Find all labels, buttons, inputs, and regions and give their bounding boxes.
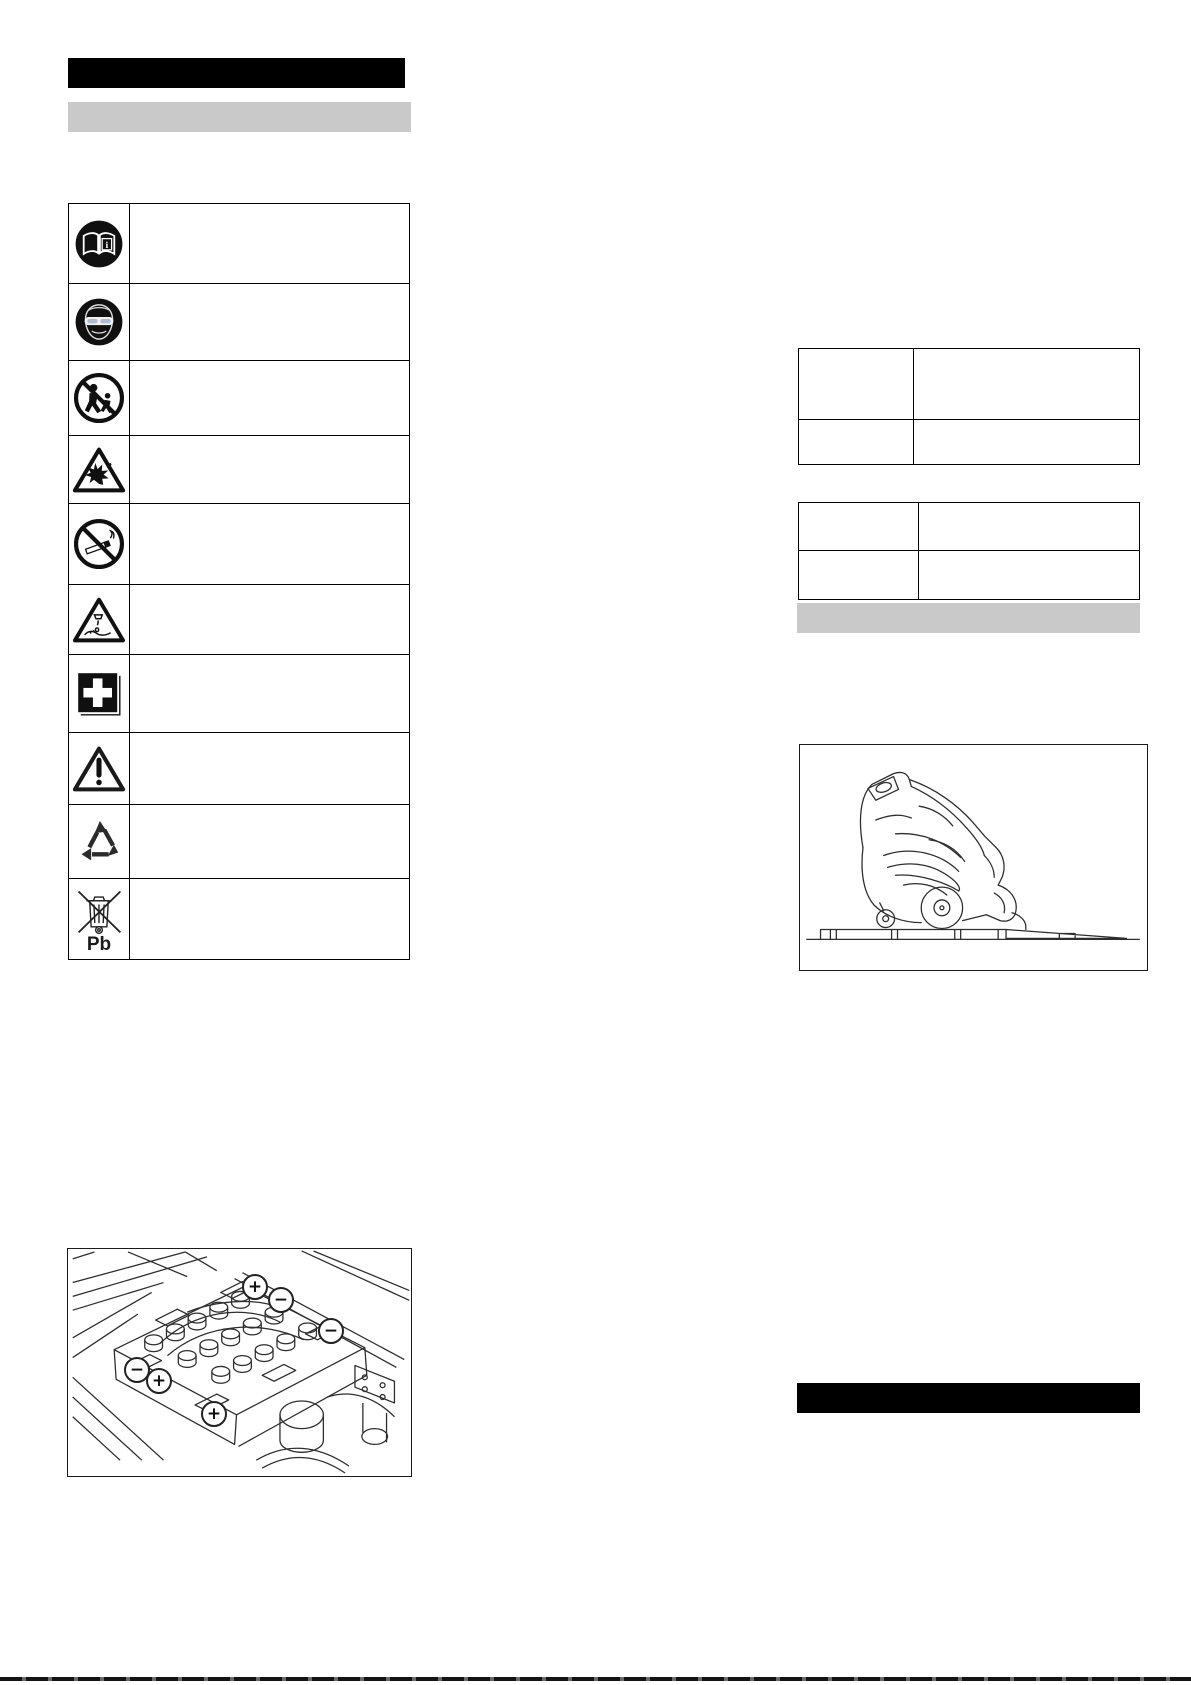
section-subtitle-bar [68,102,411,132]
table-row [69,284,409,361]
table-row [69,504,409,585]
symbol-description-cell [130,436,409,503]
pb-label: Pb [86,933,112,955]
terminal-badge: − [124,1357,150,1383]
table-row [799,503,1139,551]
terminal-badge: − [268,1287,294,1313]
table-cell [799,551,919,599]
machine-on-ramp-drawing [800,745,1146,969]
section-title-bar [68,58,405,88]
symbol-description-cell [130,361,409,435]
symbol-description-cell [130,284,409,360]
symbol-description-cell [130,504,409,584]
table-cell [919,503,1139,550]
table-row [69,733,409,805]
wear-eye-protection-icon [72,295,126,349]
no-fire-smoking-icon [72,517,126,571]
svg-text:i: i [105,239,109,251]
keep-children-away-icon [72,371,126,425]
corrosive-hazard-icon [71,595,127,645]
spec-table-bottom [798,502,1140,600]
symbol-description-cell [130,655,409,732]
table-cell [799,420,914,464]
symbols-table [68,203,410,960]
table-row [69,585,409,655]
table-cell [919,551,1139,599]
table-cell [799,503,919,550]
explosion-hazard-icon [71,445,127,495]
terminal-badge: − [318,1318,344,1344]
battery-compartment-drawing [68,1249,410,1475]
first-aid-icon [73,668,125,720]
table-cell [799,349,914,419]
table-row [799,349,1139,420]
page-bottom-cut-line [0,1677,1191,1681]
table-row [799,420,1139,464]
symbol-description-cell [130,585,409,654]
section-bar-gray [797,603,1140,633]
table-row [69,655,409,733]
terminal-badge: + [242,1274,268,1300]
table-row [69,204,409,284]
terminal-badge: + [146,1368,172,1394]
table-row [69,879,409,959]
spec-table-top [798,348,1140,465]
figure-machine-unloading [799,744,1148,971]
figure-battery-compartment [67,1248,412,1477]
symbol-description-cell [130,733,409,804]
table-row [69,436,409,504]
symbol-description-cell [130,805,409,878]
terminal-badge: + [201,1401,227,1427]
lead-battery-no-domestic-waste-icon [71,885,127,937]
table-row [69,361,409,436]
table-cell [914,420,1139,464]
table-row [69,805,409,879]
footer-black-bar [797,1383,1140,1413]
read-operating-instructions-icon [72,217,126,271]
recycling-icon [71,814,127,870]
table-row [799,551,1139,599]
general-warning-icon [71,744,127,794]
symbol-description-cell [130,204,409,283]
symbol-description-cell [130,879,409,959]
table-cell [914,349,1139,419]
